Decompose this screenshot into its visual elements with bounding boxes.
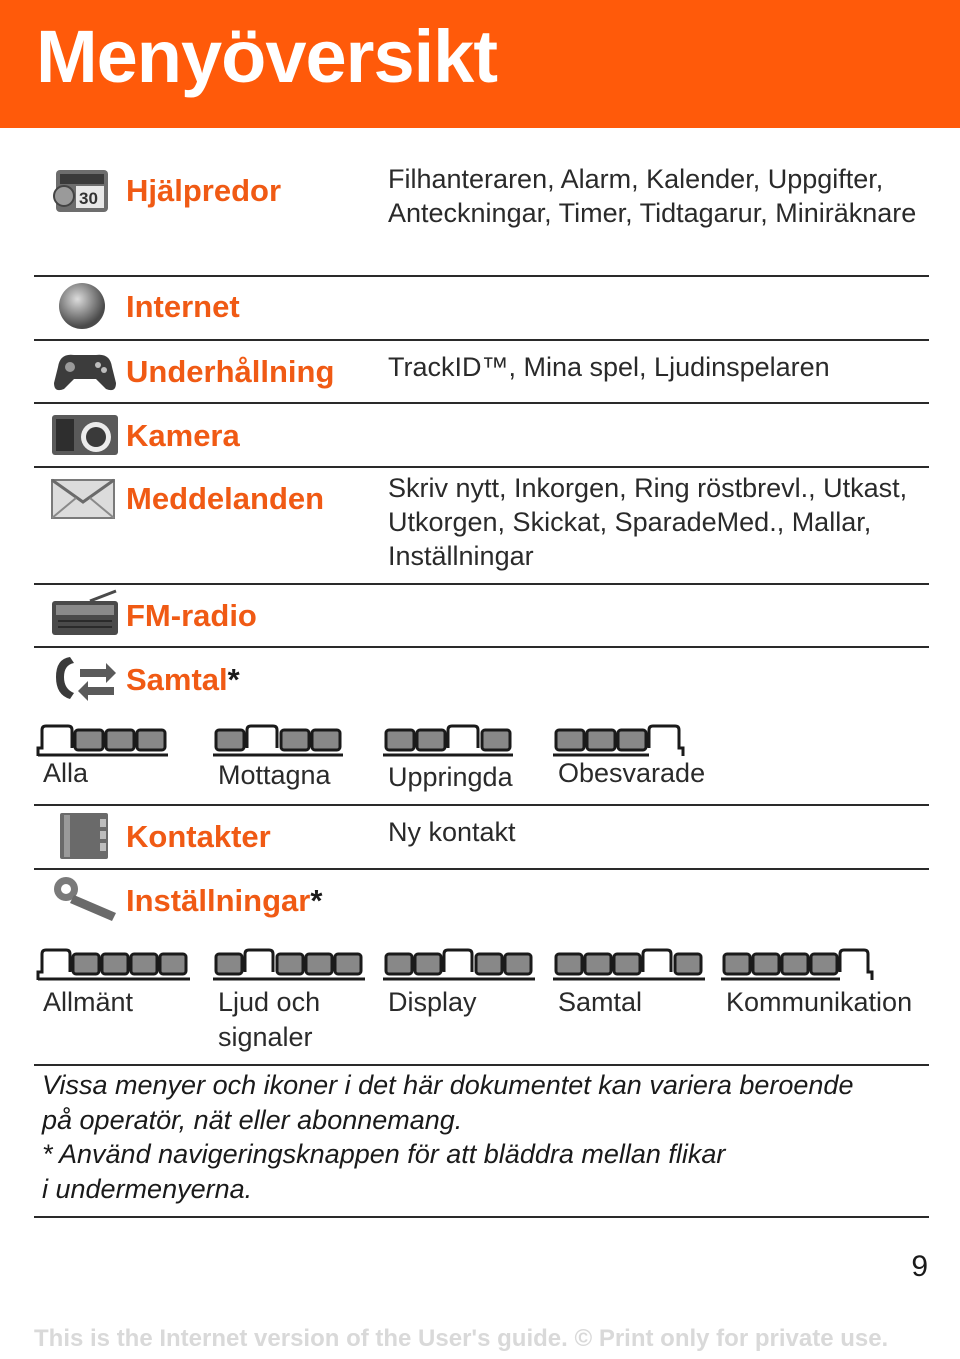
menu-label-meddelanden[interactable]: Meddelanden (126, 481, 325, 516)
divider (34, 804, 929, 806)
tabs-asterisk: * (227, 662, 240, 697)
menu-label-hjalpredor[interactable]: Hjälpredor (126, 173, 282, 208)
tab-obesvarade[interactable]: Obesvarade (558, 758, 706, 788)
tab-icon-samtal (551, 948, 707, 982)
menu-label-underhallning[interactable]: Underhållning (126, 354, 335, 389)
page-header (0, 0, 960, 128)
tabs-asterisk: * (310, 883, 323, 918)
divider (34, 583, 929, 585)
menu-label-samtal[interactable] (126, 662, 240, 698)
menu-label-installningar[interactable] (126, 883, 322, 919)
menu-desc-meddelanden: Skriv nytt, Inkorgen, Ring röstbrevl., Utkast, Utkorgen, Skickat, SparadeMed., Mallar, Inställningar (388, 473, 908, 571)
tab-icon-kommunikation (719, 948, 877, 982)
tab-icon-alla (36, 724, 170, 758)
settings-wrench-icon (50, 873, 120, 923)
tab-icon-ljud-och-signaler (211, 948, 367, 982)
tab-samtal[interactable]: Samtal (558, 987, 643, 1017)
tab-allmant[interactable]: Allmänt (43, 987, 134, 1017)
menu-label-text: Inställningar (126, 883, 311, 918)
footer-notice: This is the Internet version of the User's guide. © Print only for private use. (34, 1325, 889, 1352)
divider (34, 402, 929, 404)
tab-uppringda[interactable]: Uppringda (388, 762, 513, 792)
divider (34, 646, 929, 648)
divider (34, 868, 929, 870)
camera-icon (50, 409, 120, 459)
footnote-line: * Använd navigeringsknappen för att bläddra mellan flikar (42, 1139, 726, 1169)
tab-icon-display (381, 948, 537, 982)
tab-kommunikation[interactable]: Kommunikation (726, 987, 913, 1017)
menu-label-text: Samtal (126, 662, 228, 697)
svg-text:30: 30 (79, 189, 98, 208)
tab-alla[interactable]: Alla (43, 758, 89, 788)
tab-icon-allmant (36, 948, 192, 982)
footnote (42, 1068, 932, 1206)
page-number: 9 (911, 1250, 928, 1283)
divider (34, 466, 929, 468)
page-title: Menyöversikt (36, 15, 497, 98)
internet-globe-icon (50, 280, 120, 330)
gamepad-icon (50, 345, 120, 395)
tab-icon-uppringda (381, 724, 515, 758)
contacts-book-icon (50, 811, 120, 861)
menu-label-kamera[interactable]: Kamera (126, 418, 240, 453)
footnote-line: Vissa menyer och ikoner i det här dokumentet kan variera beroende (42, 1070, 854, 1100)
footnote-line: på operatör, nät eller abonnemang. (42, 1104, 463, 1135)
tab-ljud-och-signaler[interactable]: Ljud och signaler (218, 987, 321, 1052)
divider (34, 1064, 929, 1066)
phone-calls-icon (50, 653, 120, 703)
divider (34, 1216, 929, 1218)
menu-desc-underhallning: TrackID™, Mina spel, Ljudinspelaren (388, 352, 830, 382)
footnote-line: i undermenyerna. (42, 1173, 253, 1204)
tab-mottagna[interactable]: Mottagna (218, 760, 331, 790)
divider (34, 339, 929, 341)
divider (34, 275, 929, 277)
envelope-icon (50, 474, 120, 524)
menu-label-fm-radio[interactable]: FM-radio (126, 598, 257, 633)
tab-icon-obesvarade (551, 724, 685, 758)
menu-desc-kontakter: Ny kontakt (388, 817, 516, 847)
menu-desc-hjalpredor: Filhanteraren, Alarm, Kalender, Uppgifter, Anteckningar, Timer, Tidtagarur, Miniräknare (388, 164, 917, 228)
tab-icon-mottagna (211, 724, 345, 758)
organizer-icon (50, 166, 120, 216)
radio-icon (50, 589, 120, 639)
menu-label-kontakter[interactable]: Kontakter (126, 819, 271, 854)
tab-display[interactable]: Display (388, 987, 477, 1017)
menu-label-internet[interactable]: Internet (126, 289, 240, 324)
